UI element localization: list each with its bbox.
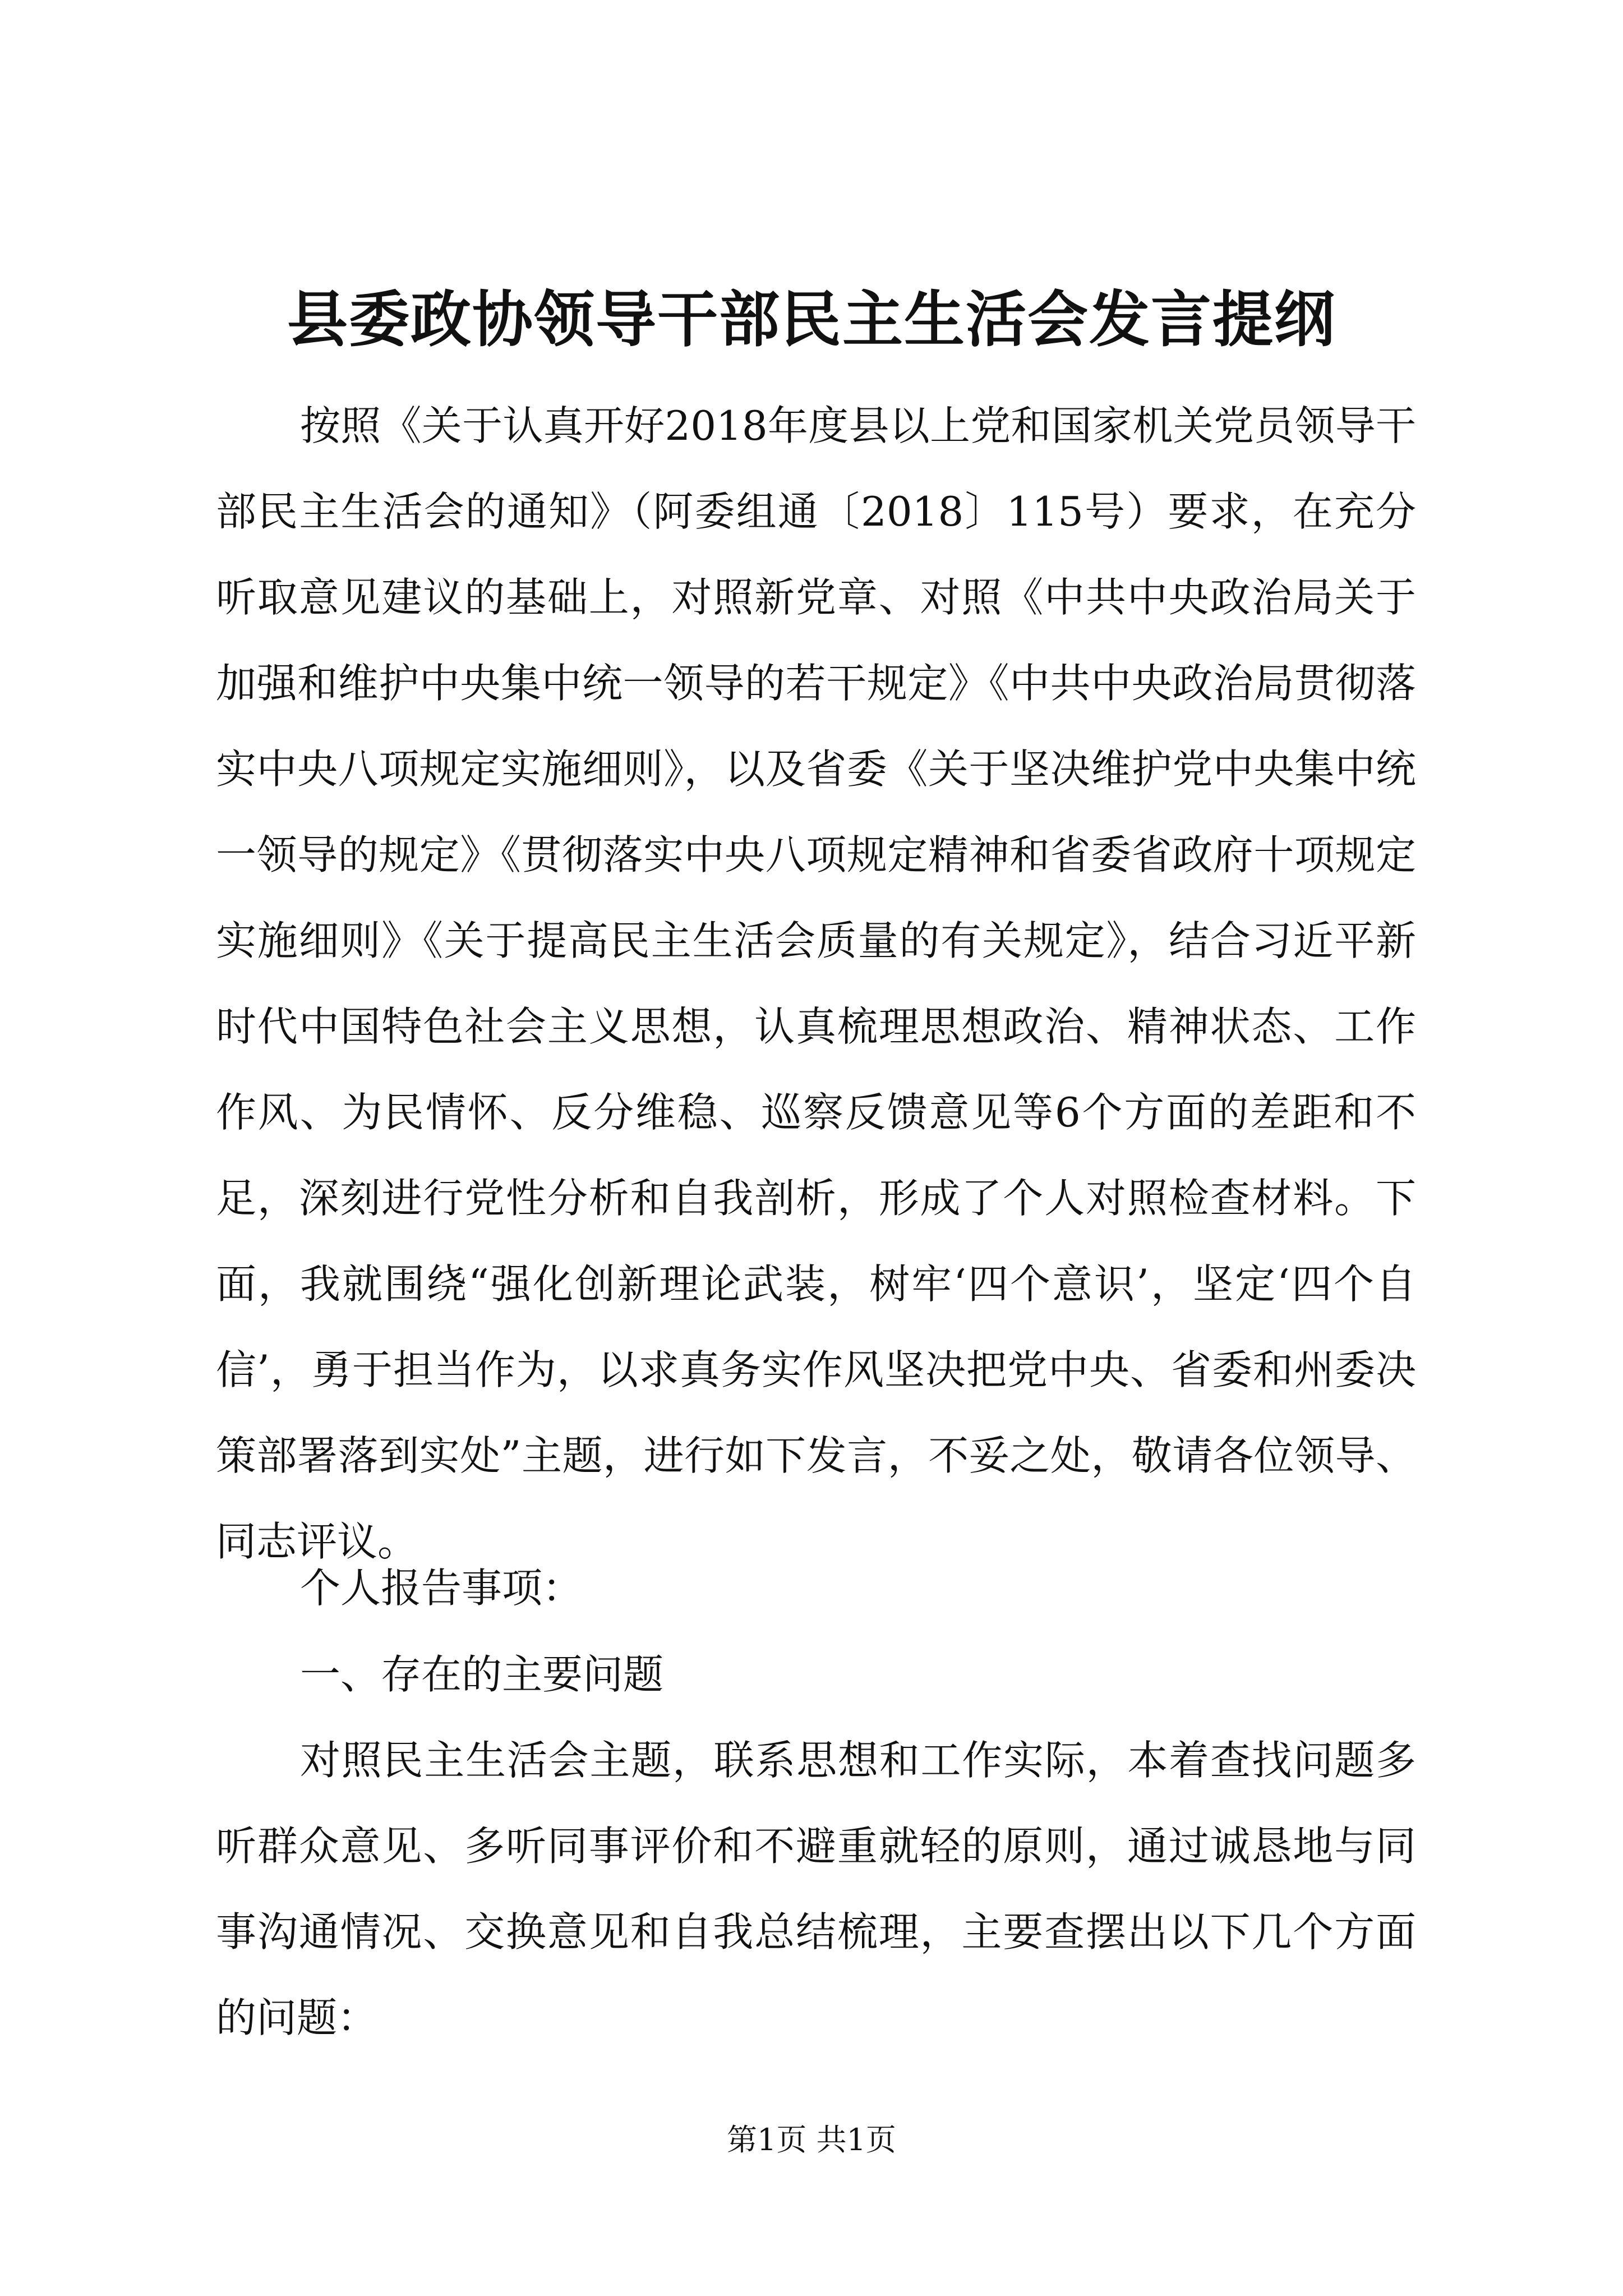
document-title: 县委政协领导干部民主生活会发言提纲 — [287, 284, 1336, 355]
body-paragraph-intro: 按照《关于认真开好2018年度县以上党和国家机关党员领导干部民主生活会的通知》（阿委组通〔2018〕115号）要求，在充分听取意见建议的基础上，对照新党章、对照《中共中央政治局关于加强和维护中央集中统一领导的若干规定》《中共中央政治局贯彻落实中央八项规定实施细则》，以及省委《关于坚决维护党中央集中统一领导的规定》《贯彻落实中央八项规定精神和省委省政府十项规定实施细则》《关于提高民主生活会质量的有关规定》，结合习近平新时代中国特色社会主义思想，认真梳理思想政治、精神状态、工作作风、为民情怀、反分维稳、巡察反馈意见等6个方面的差距和不足，深刻进行党性分析和自我剖析，形成了个人对照检查材料。下面，我就围绕“强化创新理论武装，树牢‘四个意识’，坚定‘四个自信’，勇于担当作为，以求真务实作风坚决把党中央、省委和州委决策部署落到实处”主题，进行如下发言，不妥之处，敬请各位领导、同志评议。 — [216, 402, 1416, 1565]
body-paragraph-problems: 对照民主生活会主题，联系思想和工作实际，本着查找问题多听群众意见、多听同事评价和不避重就轻的原则，通过诚恳地与同事沟通情况、交换意见和自我总结梳理，主要查摆出以下几个方面的问题： — [216, 1737, 1416, 2041]
page-footer: 第1页 共1页 — [727, 2122, 896, 2157]
section-heading-main-problems: 一、存在的主要问题 — [300, 1651, 664, 1698]
body-paragraph-report-items: 个人报告事项： — [300, 1565, 583, 1612]
